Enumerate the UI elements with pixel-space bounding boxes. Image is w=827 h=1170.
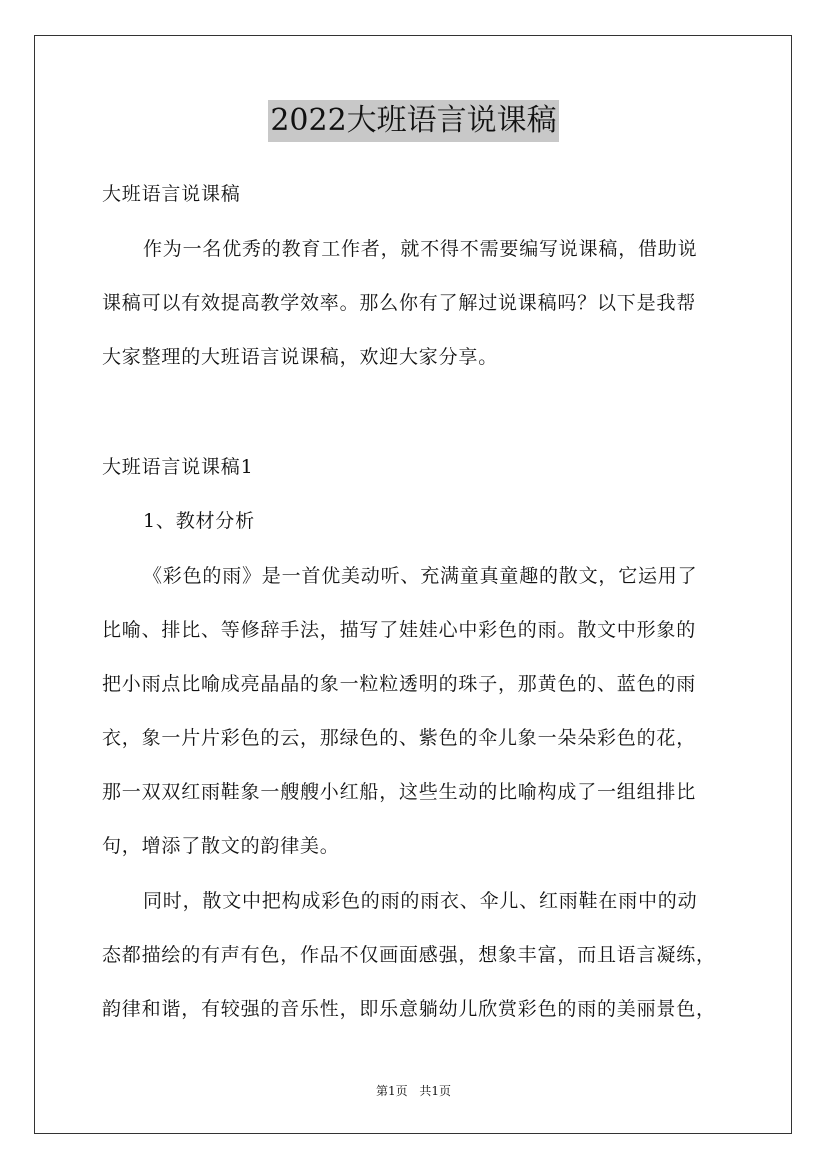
- page-number: 第1页: [375, 1084, 408, 1098]
- document-title: 2022大班语言说课稿: [268, 100, 558, 142]
- intro-line: 课稿可以有效提高教学效率。那么你有了解过说课稿吗？以下是我帮: [102, 292, 697, 314]
- title-container: [0, 100, 827, 142]
- page-total: 共1页: [419, 1084, 452, 1098]
- intro-line: 大家整理的大班语言说课稿，欢迎大家分享。: [102, 346, 499, 368]
- page-footer: [0, 1083, 827, 1099]
- document-subtitle: 大班语言说课稿: [102, 183, 241, 205]
- paragraph-line: 《彩色的雨》是一首优美动听、充满童真童趣的散文，它运用了: [143, 565, 698, 587]
- paragraph-line: 衣，象一片片彩色的云，那绿色的、紫色的伞儿象一朵朵彩色的花，: [102, 727, 697, 749]
- paragraph-line: 把小雨点比喻成亮晶晶的象一粒粒透明的珠子，那黄色的、蓝色的雨: [102, 673, 697, 695]
- section-heading: 大班语言说课稿1: [102, 456, 254, 478]
- paragraph-line: 同时，散文中把构成彩色的雨的雨衣、伞儿、红雨鞋在雨中的动: [143, 890, 698, 912]
- paragraph-line: 比喻、排比、等修辞手法，描写了娃娃心中彩色的雨。散文中形象的: [102, 619, 697, 641]
- intro-line: 作为一名优秀的教育工作者，就不得不需要编写说课稿，借助说: [143, 238, 698, 260]
- subheading: 1、教材分析: [143, 510, 255, 532]
- paragraph-line: 句，增添了散文的韵律美。: [102, 835, 340, 857]
- paragraph-line: 态都描绘的有声有色，作品不仅画面感强，想象丰富，而且语言凝练，: [102, 944, 716, 966]
- paragraph-line: 那一双双红雨鞋象一艘艘小红船，这些生动的比喻构成了一组组排比: [102, 781, 697, 803]
- paragraph-line: 韵律和谐，有较强的音乐性，即乐意躺幼儿欣赏彩色的雨的美丽景色，: [102, 998, 716, 1020]
